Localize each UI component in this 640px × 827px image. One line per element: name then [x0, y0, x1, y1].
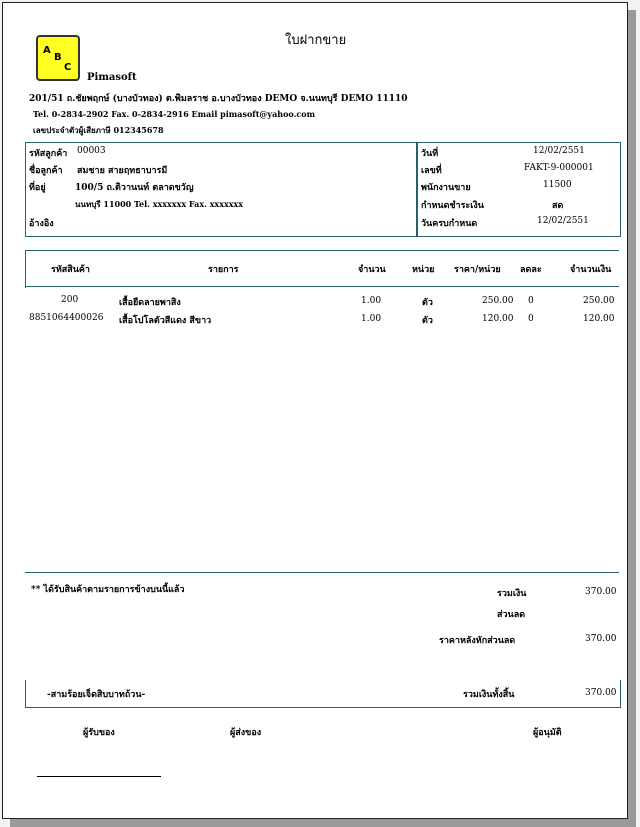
company-contact: Tel. 0-2834-2902 Fax. 0-2834-2916 Email pimasoft@yahoo.com: [33, 109, 316, 119]
customer-name-value: สมชาย สายฤทธาบารมี: [77, 166, 168, 176]
header-quantity: จำนวน: [358, 265, 386, 275]
due-date-label: วันครบกำหนด: [421, 219, 478, 229]
after-discount-value: 370.00: [585, 634, 617, 644]
logo-letter-c: C: [64, 62, 72, 73]
header-unit-price: ราคา/หน่วย: [454, 265, 501, 275]
row-unit: ตัว: [422, 316, 433, 326]
company-name: Pimasoft: [87, 72, 137, 83]
table-top-rule: [25, 250, 619, 251]
row-discount: 0: [528, 314, 534, 324]
signature-line: [37, 776, 161, 777]
customer-ref-label: อ้างอิง: [29, 219, 54, 229]
table-left-rule: [25, 250, 26, 288]
row-product-code: 200: [61, 295, 79, 305]
discount-label: ส่วนลด: [497, 610, 526, 620]
logo-letter-a: A: [43, 45, 51, 56]
invoice-number-label: เลขที่: [421, 166, 442, 176]
customer-name-label: ชื่อลูกค้า: [29, 166, 63, 176]
logo-letter-b: B: [54, 52, 62, 63]
amount-in-words: -สามร้อยเจ็ดสิบบาทถ้วน-: [47, 690, 146, 700]
due-date-value: 12/02/2551: [537, 216, 589, 226]
document-title: ใบฝากขาย: [285, 33, 347, 48]
customer-address-line1: 100/5 ถ.ติวานนท์ ตลาดขวัญ: [75, 183, 194, 193]
subtotal-value: 370.00: [585, 587, 617, 597]
row-amount: 250.00: [583, 296, 615, 306]
grand-total-label: รวมเงินทั้งสิ้น: [463, 690, 515, 700]
row-discount: 0: [528, 296, 534, 306]
customer-code-label: รหัสลูกค้า: [29, 149, 68, 159]
row-quantity: 1.00: [361, 314, 382, 324]
summary-top-rule: [25, 572, 619, 573]
received-note: ** ได้รับสินค้าตามรายการข้างบนนี้แล้ว: [31, 585, 185, 595]
receiver-signature-label: ผู้รับของ: [83, 728, 115, 738]
invoice-page: [2, 2, 628, 819]
row-product-code: 8851064400026: [29, 313, 104, 323]
header-amount: จำนวนเงิน: [570, 265, 612, 275]
header-product-code: รหัสสินค้า: [51, 265, 90, 275]
approver-signature-label: ผู้อนุมัติ: [533, 728, 562, 738]
row-unit-price: 120.00: [482, 314, 514, 324]
header-unit: หน่วย: [412, 265, 435, 275]
row-unit-price: 250.00: [482, 296, 514, 306]
salesperson-value: 11500: [543, 180, 572, 190]
invoice-number-value: FAKT-9-000001: [524, 163, 594, 173]
table-header-rule: [25, 286, 619, 287]
row-unit: ตัว: [422, 298, 433, 308]
row-description: เสื้อโปโลตัวสีแดง สีขาว: [119, 316, 212, 326]
company-address: 201/51 ถ.ชัยพฤกษ์ (บางบัวทอง) ต.พิมลราช อ.บางบัวทอง DEMO จ.นนทบุรี DEMO 11110: [29, 94, 408, 104]
header-discount: ลดละ: [520, 265, 542, 275]
customer-address-label: ที่อยู่: [29, 183, 46, 193]
salesperson-label: พนักงานขาย: [421, 183, 471, 193]
customer-address-line2: นนทบุรี 11000 Tel. xxxxxxx Fax. xxxxxxx: [75, 199, 244, 209]
company-logo: [36, 35, 80, 81]
row-amount: 120.00: [583, 314, 615, 324]
subtotal-label: รวมเงิน: [497, 589, 527, 599]
after-discount-label: ราคาหลังหักส่วนลด: [439, 636, 516, 646]
invoice-date-value: 12/02/2551: [533, 146, 585, 156]
header-description: รายการ: [208, 265, 239, 275]
row-quantity: 1.00: [361, 296, 382, 306]
company-tax-id: เลขประจำตัวผู้เสียภาษี 012345678: [33, 125, 164, 135]
invoice-date-label: วันที่: [421, 149, 439, 159]
sender-signature-label: ผู้ส่งของ: [230, 728, 262, 738]
row-description: เสื้อยืดลายพาสิง: [119, 298, 181, 308]
payment-term-value: สด: [552, 201, 564, 211]
grand-total-value: 370.00: [585, 688, 617, 698]
payment-term-label: กำหนดชำระเงิน: [421, 201, 484, 211]
customer-code-value: 00003: [77, 146, 106, 156]
